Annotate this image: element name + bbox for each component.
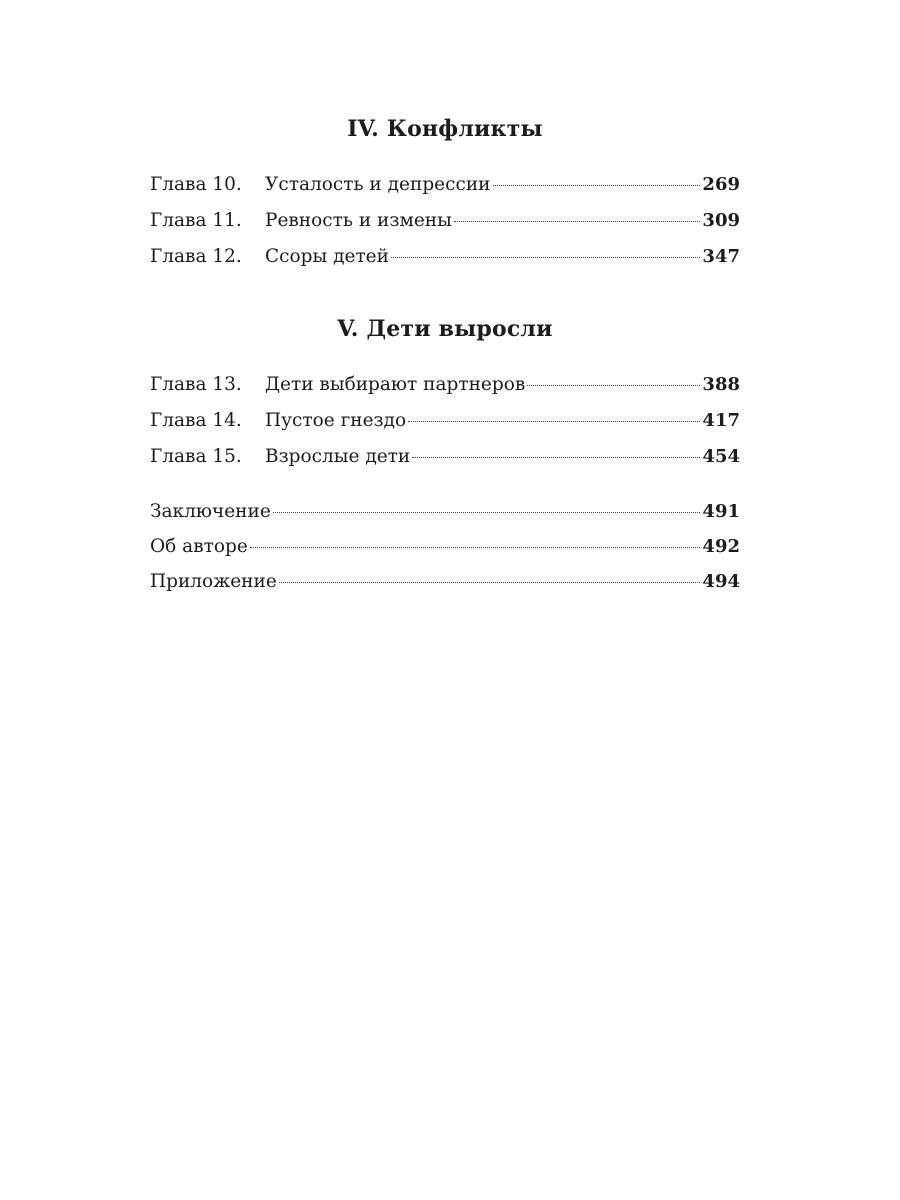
back-matter-title: Об авторе [150, 536, 248, 557]
toc-entry[interactable] [150, 406, 740, 436]
dot-leader [527, 385, 700, 386]
toc-entry-back-matter[interactable] [150, 497, 740, 527]
page-number: 492 [702, 536, 740, 557]
chapter-label: Глава 10. [150, 174, 242, 195]
toc-entry[interactable] [150, 442, 740, 472]
page-number: 269 [702, 174, 740, 195]
chapter-title: Взрослые дети [265, 446, 411, 467]
page-number: 309 [702, 210, 740, 231]
page-number: 454 [702, 446, 740, 467]
chapter-label: Глава 12. [150, 246, 242, 267]
part-title: V. Дети выросли [337, 316, 553, 342]
page-number: 347 [702, 246, 740, 267]
dot-leader [279, 582, 701, 583]
toc-entry[interactable] [150, 206, 740, 236]
back-matter-title: Приложение [150, 571, 277, 592]
page-number: 388 [702, 374, 740, 395]
part-title: IV. Конфликты [347, 116, 543, 142]
toc-entry[interactable] [150, 170, 740, 200]
dot-leader [391, 257, 700, 258]
toc-entry[interactable] [150, 242, 740, 272]
toc-entry-back-matter[interactable] [150, 532, 740, 562]
page-number: 417 [702, 410, 740, 431]
dot-leader [493, 185, 701, 186]
toc-entry[interactable] [150, 370, 740, 400]
back-matter-title: Заключение [150, 501, 271, 522]
chapter-title: Ревность и измены [265, 210, 452, 231]
dot-leader [408, 421, 700, 422]
dot-leader [412, 457, 700, 458]
chapter-label: Глава 14. [150, 410, 242, 431]
page-number: 491 [702, 501, 740, 522]
toc-entry-back-matter[interactable] [150, 567, 740, 597]
chapter-label: Глава 15. [150, 446, 242, 467]
dot-leader [250, 547, 701, 548]
dot-leader [273, 512, 701, 513]
dot-leader [454, 221, 701, 222]
chapter-label: Глава 13. [150, 374, 242, 395]
chapter-label: Глава 11. [150, 210, 242, 231]
chapter-title: Дети выбирают партнеров [265, 374, 526, 395]
page-number: 494 [702, 571, 740, 592]
chapter-title: Усталость и депрессии [265, 174, 491, 195]
chapter-title: Пустое гнездо [265, 410, 407, 431]
chapter-title: Ссоры детей [265, 246, 389, 267]
